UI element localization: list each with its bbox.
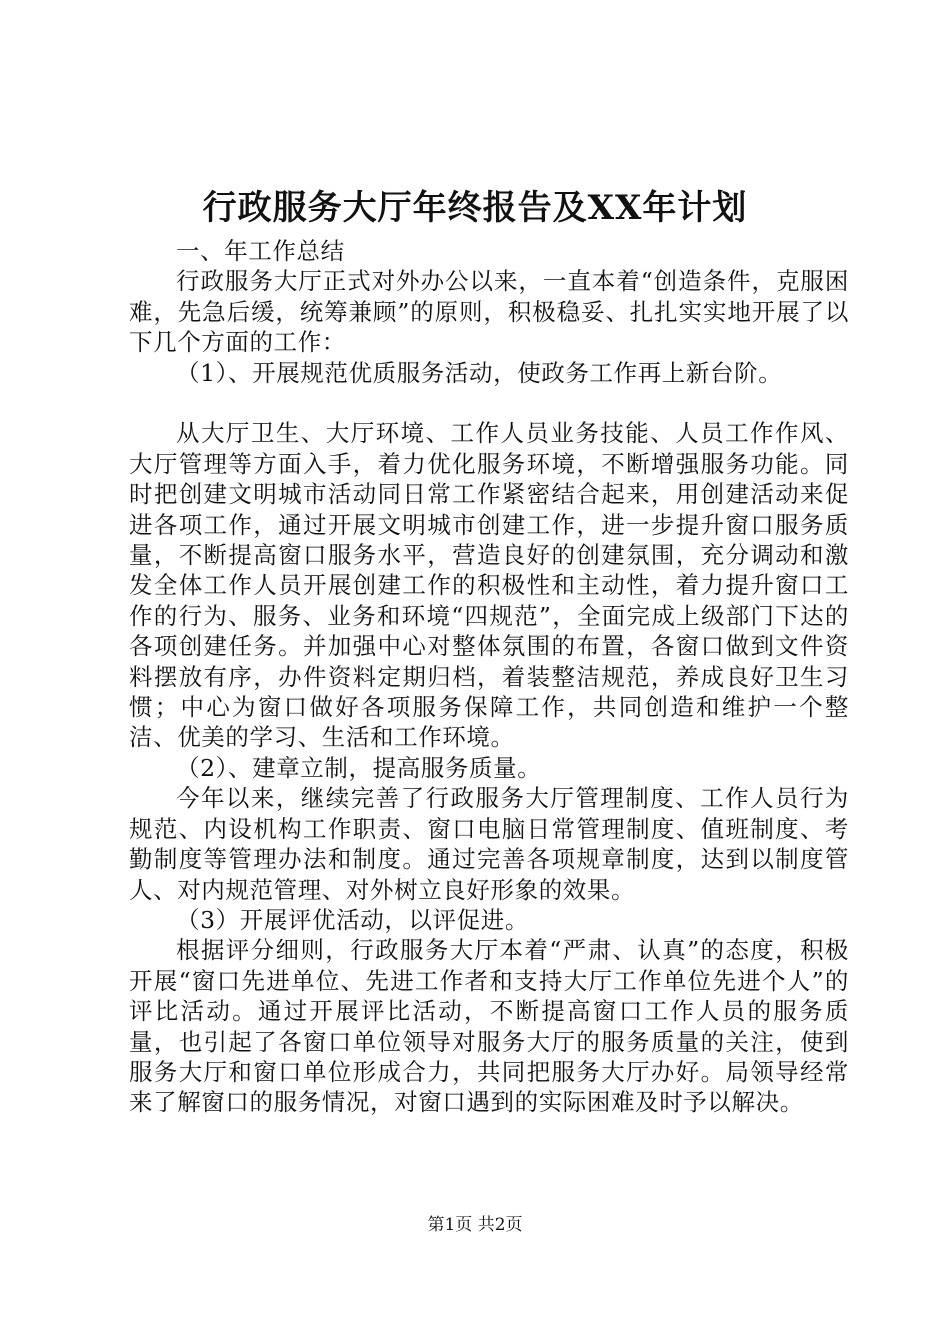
subheading-2: （2）、建章立制，提高服务质量。 <box>176 753 542 782</box>
document-body <box>129 236 849 1118</box>
subheading-1: （1）、开展规范优质服务活动，使政务工作再上新台阶。 <box>176 358 783 387</box>
page-footer: 第1页 共2页 <box>427 1215 523 1235</box>
paragraph-3: 根据评分细则，行政服务大厅本着“严肃、认真”的态度，积极开展“窗口先进单位、先进工作者和支持大厅工作单位先进个人”的评比活动。通过开展评比活动，不断提高窗口工作人员的服务质量，也引起了各窗口单位领导对服务大厅的服务质量的关注，使到服务大厅和窗口单位形成合力，共同把服务大厅办好。局领导经常来了解窗口的服务情况，对窗口遇到的实际困难及时予以解决。 <box>129 936 849 1117</box>
paragraph-2: 今年以来，继续完善了行政服务大厅管理制度、工作人员行为规范、内设机构工作职责、窗口电脑日常管理制度、值班制度、考勤制度等管理办法和制度。通过完善各项规章制度，达到以制度管人、对内规范管理、对外树立良好形象的效果。 <box>129 784 849 904</box>
paragraph-1: 从大厅卫生、大厅环境、工作人员业务技能、人员工作作风、大厅管理等方面入手，着力优化服务环境，不断增强服务功能。同时把创建文明城市活动同日常工作紧密结合起来，用创建活动来促进各项工作，通过开展文明城市创建工作，进一步提升窗口服务质量，不断提高窗口服务水平，营造良好的创建氛围，充分调动和激发全体工作人员开展创建工作的积极性和主动性，着力提升窗口工作的行为、服务、业务和环境“四规范”，全面完成上级部门下达的各项创建任务。并加强中心对整体氛围的布置，各窗口做到文件资料摆放有序，办件资料定期归档，着装整洁规范，养成良好卫生习惯；中心为窗口做好各项服务保障工作，共同创造和维护一个整洁、优美的学习、生活和工作环境。 <box>129 419 849 752</box>
intro-paragraph: 行政服务大厅正式对外办公以来，一直本着“创造条件，克服困难，先急后缓，统筹兼顾”的原则，积极稳妥、扎扎实实地开展了以下几个方面的工作： <box>129 267 849 357</box>
subheading-3: （3）开展评优活动，以评促进。 <box>176 905 529 934</box>
section-heading: 一、年工作总结 <box>176 237 345 265</box>
blank-line <box>129 388 849 418</box>
document-title: 行政服务大厅年终报告及XX年计划 <box>202 188 748 228</box>
